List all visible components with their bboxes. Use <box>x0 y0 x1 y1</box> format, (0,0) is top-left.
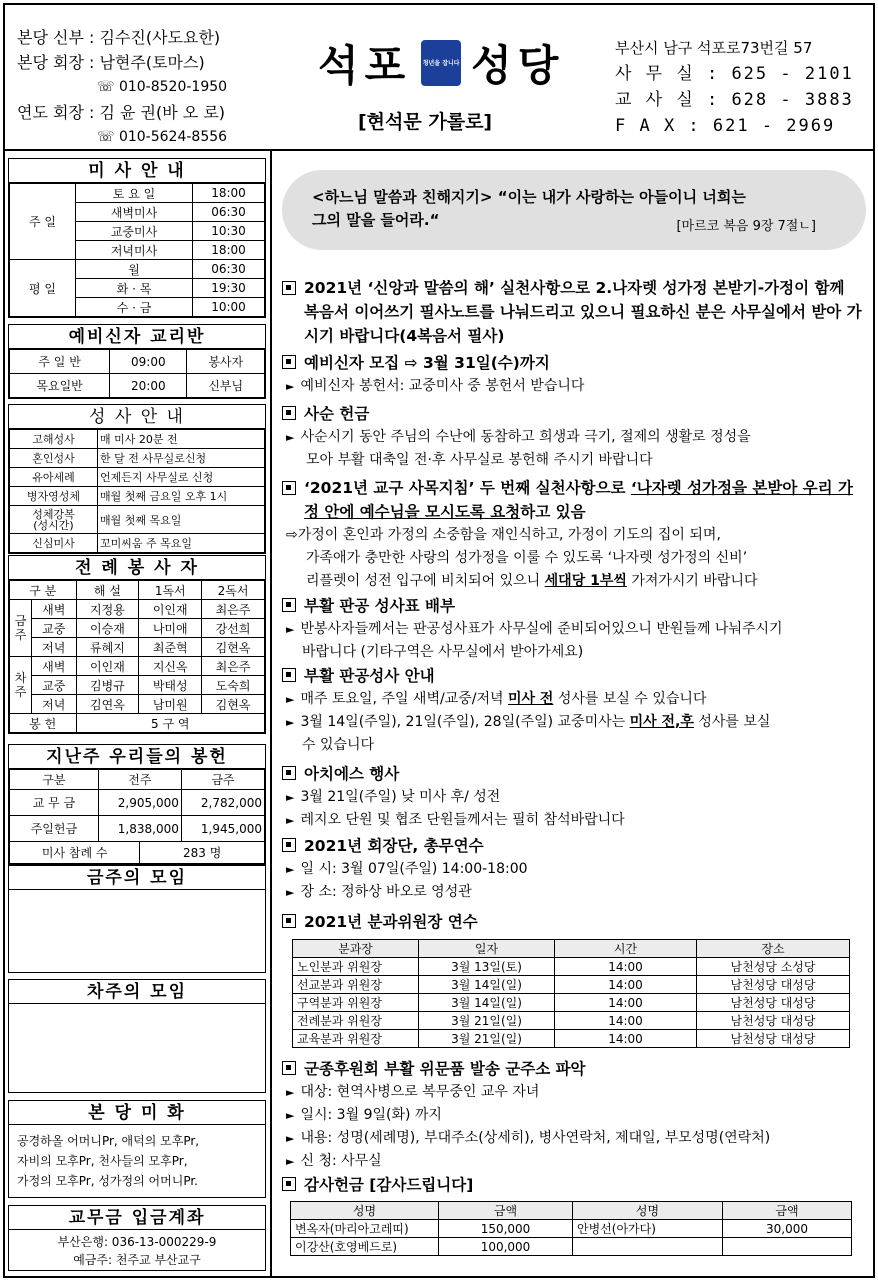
notice-6-title: 부활 판공성사 안내 <box>304 667 435 685</box>
notice-11 <box>282 1174 862 1197</box>
notice-6-emphasis: 미사 전 <box>507 691 554 707</box>
server-name: 나미애 <box>139 619 202 638</box>
triangle-bullet-icon: ► <box>286 693 295 706</box>
offering-box <box>8 744 266 865</box>
this-week-label: 금주 <box>10 600 32 657</box>
mass-title: 미 사 안 내 <box>9 159 265 183</box>
offering-type: 주일헌금 <box>10 816 99 842</box>
catechism-phone: 교 사 실 : 628 - 3883 <box>615 90 854 110</box>
notice-10-line: 신 청: 사무실 <box>300 1153 382 1169</box>
attendance-label: 미사 참례 수 <box>10 842 140 864</box>
servers-head: 2독서 <box>202 581 265 600</box>
server-name: 최준혁 <box>139 638 202 657</box>
mass-table <box>9 183 265 317</box>
committee-head: 일자 <box>419 940 555 958</box>
notice-10-title: 군종후원회 부활 위문품 발송 군주소 파악 <box>304 1060 586 1078</box>
catechumen-title: 예비신자 교리반 <box>9 325 265 349</box>
thanks-head: 금액 <box>439 1202 573 1220</box>
bullet-square-icon <box>282 406 296 420</box>
offering-table <box>9 769 265 864</box>
donor-name: 안병선(아가다) <box>573 1220 723 1238</box>
mass-time: 10:30 <box>193 222 265 241</box>
catechumen-table <box>9 349 265 398</box>
committee-name: 노인분과 위원장 <box>293 958 419 976</box>
servers-title: 전 례 봉 사 자 <box>9 556 265 580</box>
sacrament-name: 성체강복 (성시간) <box>10 506 98 534</box>
committee-date: 3월 14일(일) <box>419 976 555 994</box>
youth-president: 연도 회장 : 김 윤 권(바 오 로) <box>17 103 226 122</box>
header <box>3 3 875 151</box>
servers-head: 구 분 <box>10 581 77 600</box>
beautify-box <box>8 1100 266 1198</box>
mass-time: 06:30 <box>193 260 265 279</box>
beautify-line: 가정의 모후Pr, 성가정의 어머니Pr. <box>17 1174 198 1188</box>
offering-head: 구분 <box>10 770 99 790</box>
sacrament-info: 한 달 전 사무실로신청 <box>98 449 265 468</box>
class-name: 목요일반 <box>10 374 110 398</box>
president: 본당 회장 : 남현주(토마스) <box>17 53 205 72</box>
sacrament-info: 언제든지 사무실로 신청 <box>98 468 265 487</box>
sacrament-name: 신심미사 <box>10 534 98 553</box>
committee-name: 교육분과 위원장 <box>293 1030 419 1048</box>
donor-name <box>573 1238 723 1256</box>
server-name: 최은주 <box>202 600 265 619</box>
mass-slot: 새벽 <box>32 657 77 676</box>
notice-4 <box>282 476 862 593</box>
offering-head: 금주 <box>181 770 264 790</box>
notice-11-title: 감사헌금 [감사드립니다] <box>304 1176 474 1194</box>
triangle-bullet-icon: ► <box>286 380 295 393</box>
triangle-bullet-icon: ► <box>286 791 295 804</box>
donor-amount: 100,000 <box>439 1238 573 1256</box>
thanks-head: 금액 <box>723 1202 852 1220</box>
mass-time: 06:30 <box>193 203 265 222</box>
notice-5-title: 부활 판공 성사표 배부 <box>304 597 455 615</box>
mass-name: 토 요 일 <box>76 184 193 203</box>
bullet-square-icon <box>282 914 296 928</box>
mass-time: 19:30 <box>193 279 265 298</box>
notice-5-line: 바랍니다 (기타구역은 사무실에서 받아가세요) <box>302 644 584 660</box>
church-name-2: 성당 <box>471 41 565 90</box>
server-name: 남미원 <box>139 695 202 714</box>
bullet-square-icon <box>282 668 296 682</box>
sacrament-name: 유아세례 <box>10 468 98 487</box>
offering-label: 봉 헌 <box>10 714 77 733</box>
notice-7-line: 3월 21일(주일) 낮 미사 후/ 성전 <box>300 789 501 805</box>
triangle-bullet-icon: ► <box>286 1109 295 1122</box>
notice-4-emphasis: 세대당 1부씩 <box>544 573 627 589</box>
address: 부산시 남구 석포로73번길 57 <box>615 39 813 57</box>
beautify-list <box>9 1125 265 1197</box>
thanks-head: 성명 <box>291 1202 439 1220</box>
server-name: 김현옥 <box>202 638 265 657</box>
committee-date: 3월 14일(일) <box>419 994 555 1012</box>
next-week-meeting-box <box>8 979 266 1093</box>
patron-subtitle: [현석문 가롤로] <box>358 111 493 133</box>
triangle-bullet-icon: ► <box>286 1086 295 1099</box>
triangle-bullet-icon: ► <box>286 1132 295 1145</box>
notice-1-body <box>282 276 862 348</box>
server-name: 지정용 <box>76 600 139 619</box>
notice-6-line: 매주 토요일, 주일 새벽/교중/저녁 <box>300 691 508 707</box>
column-divider <box>270 151 272 1278</box>
thanks-head: 성명 <box>573 1202 723 1220</box>
donor-name: 이강산(호영베드로) <box>291 1238 439 1256</box>
sacrament-name: 고해성사 <box>10 430 98 449</box>
mass-slot: 교중 <box>32 619 77 638</box>
notice-8-title: 2021년 회장단, 총무연수 <box>304 837 484 855</box>
offering-prev: 1,838,000 <box>98 816 181 842</box>
notice-10-line: 내용: 성명(세례명), 부대주소(상세히), 병사연락처, 제대일, 부모성명(연락처) <box>300 1130 771 1146</box>
triangle-bullet-icon: ► <box>286 716 295 729</box>
offering-value: 5 구 역 <box>76 714 264 733</box>
offering-curr: 1,945,000 <box>181 816 264 842</box>
notice-6-line: 수 있습니다 <box>302 737 375 753</box>
sacrament-info: 꼬미씨움 주 목요일 <box>98 534 265 553</box>
notice-10-line: 대상: 현역사병으로 복무중인 교우 자녀 <box>300 1084 540 1100</box>
notice-8-line: 일 시: 3월 07일(주일) 14:00-18:00 <box>300 861 528 877</box>
server-name: 박태성 <box>139 676 202 695</box>
mass-name: 월 <box>76 260 193 279</box>
mass-name: 교중미사 <box>76 222 193 241</box>
notice-5 <box>282 595 862 664</box>
catechumen-box <box>8 324 266 399</box>
servers-box <box>8 555 266 734</box>
committee-name: 구역분과 위원장 <box>293 994 419 1012</box>
notice-6-line: 성사를 보실 수 있습니다 <box>553 691 707 707</box>
sacrament-info: 매월 첫째 목요일 <box>98 506 265 534</box>
account-box <box>8 1205 266 1271</box>
beautify-line: 자비의 모후Pr, 천사들의 모후Pr, <box>17 1154 188 1168</box>
mass-time: 18:00 <box>193 184 265 203</box>
committee-head: 분과장 <box>293 940 419 958</box>
church-logo-text: 청년을 잡니다 <box>422 59 460 67</box>
scripture-line-2: 그의 말을 들어라.“ <box>312 211 440 229</box>
class-teacher: 신부님 <box>187 374 265 398</box>
server-name: 김병규 <box>76 676 139 695</box>
sacrament-info: 매 미사 20분 전 <box>98 430 265 449</box>
mass-name: 새벽미사 <box>76 203 193 222</box>
notice-4-line: 가족애가 충만한 사랑의 성가정을 이룰 수 있도록 ‘나자렛 성가정의 신비’ <box>306 550 748 566</box>
scripture-banner <box>282 170 866 250</box>
beautify-title: 본 당 미 화 <box>9 1101 265 1125</box>
committee-place: 남천성당 대성당 <box>697 976 850 994</box>
server-name: 이인재 <box>76 657 139 676</box>
server-name: 이승재 <box>76 619 139 638</box>
notice-3-line: 사순시기 동안 주님의 수난에 동참하고 희생과 극기, 절제의 생활로 정성을 <box>300 429 751 445</box>
notice-4-line-end: 가져가시기 바랍니다 <box>626 573 758 589</box>
sunday-label: 주 일 <box>10 184 76 260</box>
notice-2 <box>282 352 862 398</box>
notice-9 <box>282 911 862 934</box>
notice-9-title: 2021년 분과위원장 연수 <box>304 913 478 931</box>
offering-title: 지난주 우리들의 봉헌 <box>9 745 265 769</box>
this-week-meeting-box <box>8 865 266 973</box>
mass-slot: 저녁 <box>32 638 77 657</box>
sacraments-table <box>9 429 265 553</box>
sacraments-title: 성 사 안 내 <box>9 405 265 429</box>
church-name-1: 석포 <box>318 41 412 90</box>
this-meeting-title: 금주의 모임 <box>9 866 265 890</box>
committee-date: 3월 21일(일) <box>419 1030 555 1048</box>
bullet-square-icon <box>282 598 296 612</box>
attendance-value: 283 명 <box>140 842 265 864</box>
notice-6-line: 3월 14일(주일), 21일(주일), 28일(주일) 교중미사는 <box>300 714 630 730</box>
next-meeting-title: 차주의 모임 <box>9 980 265 1004</box>
bullet-square-icon <box>282 355 296 369</box>
server-name: 김현옥 <box>202 695 265 714</box>
next-week-label: 차주 <box>10 657 32 714</box>
committee-time: 14:00 <box>555 958 697 976</box>
server-name: 강선희 <box>202 619 265 638</box>
fax: F A X : 621 - 2969 <box>615 116 836 136</box>
youth-phone: ☏ 010-5624-8556 <box>97 129 228 145</box>
beautify-line: 공경하올 어머니Pr, 애덕의 모후Pr, <box>17 1134 200 1148</box>
notice-8 <box>282 835 862 904</box>
triangle-bullet-icon: ► <box>286 814 295 827</box>
servers-head: 해 설 <box>76 581 139 600</box>
notice-6-line: 성사를 보실 <box>693 714 771 730</box>
notice-6-emphasis: 미사 전,후 <box>629 714 694 730</box>
donor-name: 변옥자(마리아고레띠) <box>291 1220 439 1238</box>
bullet-square-icon <box>282 1061 296 1075</box>
notice-7 <box>282 763 862 832</box>
bank-account: 부산은행: 036-13-000229-9 <box>57 1235 217 1249</box>
sacrament-name: 병자영성체 <box>10 487 98 506</box>
pastor: 본당 신부 : 김수진(사도요한) <box>17 28 221 47</box>
triangle-bullet-icon: ► <box>286 863 295 876</box>
server-name: 김연옥 <box>76 695 139 714</box>
notice-4-line: ⇨가정이 혼인과 가정의 소중함을 재인식하고, 가정이 기도의 집이 되며, <box>286 527 721 543</box>
mass-name: 화 · 목 <box>76 279 193 298</box>
president-phone: ☏ 010-8520-1950 <box>97 79 228 95</box>
staff-info <box>17 25 227 150</box>
mass-time: 18:00 <box>193 241 265 260</box>
committee-head: 시간 <box>555 940 697 958</box>
committee-head: 장소 <box>697 940 850 958</box>
notice-3-title: 사순 헌금 <box>304 405 370 423</box>
servers-head: 1독서 <box>139 581 202 600</box>
account-title: 교무금 입금계좌 <box>9 1206 265 1230</box>
notice-1-text: 2021년 ‘신앙과 말씀의 해’ 실천사항으로 2.나자렛 성가정 본받기-가정이 함께 복음서 이어쓰기 필사노트를 나눠드리고 있으니 필요하신 분은 사무실에서 받아 가시기 바랍니다(4복음서 필사) <box>304 279 862 345</box>
servers-table <box>9 580 265 733</box>
class-time: 09:00 <box>110 350 187 374</box>
notice-2-line: 예비신자 봉헌서: 교중미사 중 봉헌서 받습니다 <box>300 378 585 394</box>
notice-3 <box>282 403 862 472</box>
class-name: 주 일 반 <box>10 350 110 374</box>
triangle-bullet-icon: ► <box>286 431 295 444</box>
mass-name: 저녁미사 <box>76 241 193 260</box>
mass-time: 10:00 <box>193 298 265 317</box>
notice-2-title: 예비신자 모집 ⇨ 3월 31일(수)까지 <box>304 354 550 372</box>
notice-10 <box>282 1058 862 1173</box>
committee-date: 3월 21일(일) <box>419 1012 555 1030</box>
notice-1 <box>282 276 862 348</box>
notice-3-line: 모아 부활 대축일 전·후 사무실로 봉헌해 주시기 바랍니다 <box>306 452 653 468</box>
sacrament-name: 혼인성사 <box>10 449 98 468</box>
class-time: 20:00 <box>110 374 187 398</box>
scripture-ref: [마르코 복음 9장 7절ㄴ] <box>676 219 816 234</box>
account-info <box>9 1230 265 1269</box>
donor-amount: 150,000 <box>439 1220 573 1238</box>
server-name: 도숙희 <box>202 676 265 695</box>
triangle-bullet-icon: ► <box>286 623 295 636</box>
bullet-square-icon <box>282 838 296 852</box>
committee-place: 남천성당 대성당 <box>697 1012 850 1030</box>
notice-8-line: 장 소: 정하상 바오로 영성관 <box>300 884 472 900</box>
sacrament-info: 매월 첫째 금요일 오후 1시 <box>98 487 265 506</box>
notice-7-title: 아치에스 행사 <box>304 765 400 783</box>
committee-place: 남천성당 대성당 <box>697 994 850 1012</box>
notice-6 <box>282 665 862 757</box>
committee-date: 3월 13일(토) <box>419 958 555 976</box>
committee-name: 전례분과 위원장 <box>293 1012 419 1030</box>
notice-4-intro: ‘2021년 교구 사목지침’ 두 번째 실천사항으로 <box>304 479 631 497</box>
offering-prev: 2,905,000 <box>98 790 181 816</box>
bullet-square-icon <box>282 1177 296 1191</box>
offering-head: 전주 <box>98 770 181 790</box>
bullet-square-icon <box>282 766 296 780</box>
scripture-line-1: <하느님 말씀과 친해지기> “이는 내가 사랑하는 아들이니 너희는 <box>312 188 746 206</box>
church-title <box>318 33 564 93</box>
mass-name: 수 · 금 <box>76 298 193 317</box>
mass-slot: 교중 <box>32 676 77 695</box>
account-holder: 예금주: 천주교 부산교구 <box>73 1253 201 1267</box>
committee-time: 14:00 <box>555 994 697 1012</box>
contact-info <box>615 35 854 139</box>
weekday-label: 평 일 <box>10 260 76 317</box>
church-logo <box>421 40 461 86</box>
committee-table <box>292 939 850 1048</box>
notice-10-line: 일시: 3월 9일(화) 까지 <box>300 1107 442 1123</box>
server-name: 류혜지 <box>76 638 139 657</box>
committee-place: 남천성당 대성당 <box>697 1030 850 1048</box>
class-teacher: 봉사자 <box>187 350 265 374</box>
committee-name: 선교분과 위원장 <box>293 976 419 994</box>
committee-time: 14:00 <box>555 1012 697 1030</box>
triangle-bullet-icon: ► <box>286 1155 295 1168</box>
server-name: 지신옥 <box>139 657 202 676</box>
donor-amount: 30,000 <box>723 1220 852 1238</box>
committee-time: 14:00 <box>555 1030 697 1048</box>
mass-schedule-box <box>8 158 266 318</box>
notice-4-end: 하고 있음 <box>520 503 586 521</box>
committee-time: 14:00 <box>555 976 697 994</box>
notice-5-line: 반봉사자들께서는 판공성사표가 사무실에 준비되어있으니 반원들께 나눠주시기 <box>300 621 783 637</box>
notice-4-line: 리플렛이 성전 입구에 비치되어 있으니 <box>306 573 545 589</box>
notice-4-highlight: ‘나자렛 성가정을 본받아 우리 가정 안에 예수님을 모시도록 요청 <box>304 479 853 521</box>
sacraments-box <box>8 404 266 554</box>
offering-type: 교 무 금 <box>10 790 99 816</box>
office-phone: 사 무 실 : 625 - 2101 <box>615 64 854 84</box>
server-name: 이인재 <box>139 600 202 619</box>
offering-curr: 2,782,000 <box>181 790 264 816</box>
committee-place: 남천성당 소성당 <box>697 958 850 976</box>
bullet-square-icon <box>282 281 296 295</box>
bullet-square-icon <box>282 481 296 495</box>
mass-slot: 저녁 <box>32 695 77 714</box>
triangle-bullet-icon: ► <box>286 886 295 899</box>
donor-amount <box>723 1238 852 1256</box>
mass-slot: 새벽 <box>32 600 77 619</box>
notice-7-line: 레지오 단원 및 협조 단원들께서는 필히 참석바랍니다 <box>300 812 625 828</box>
server-name: 최은주 <box>202 657 265 676</box>
thanks-offering-table <box>290 1201 852 1256</box>
